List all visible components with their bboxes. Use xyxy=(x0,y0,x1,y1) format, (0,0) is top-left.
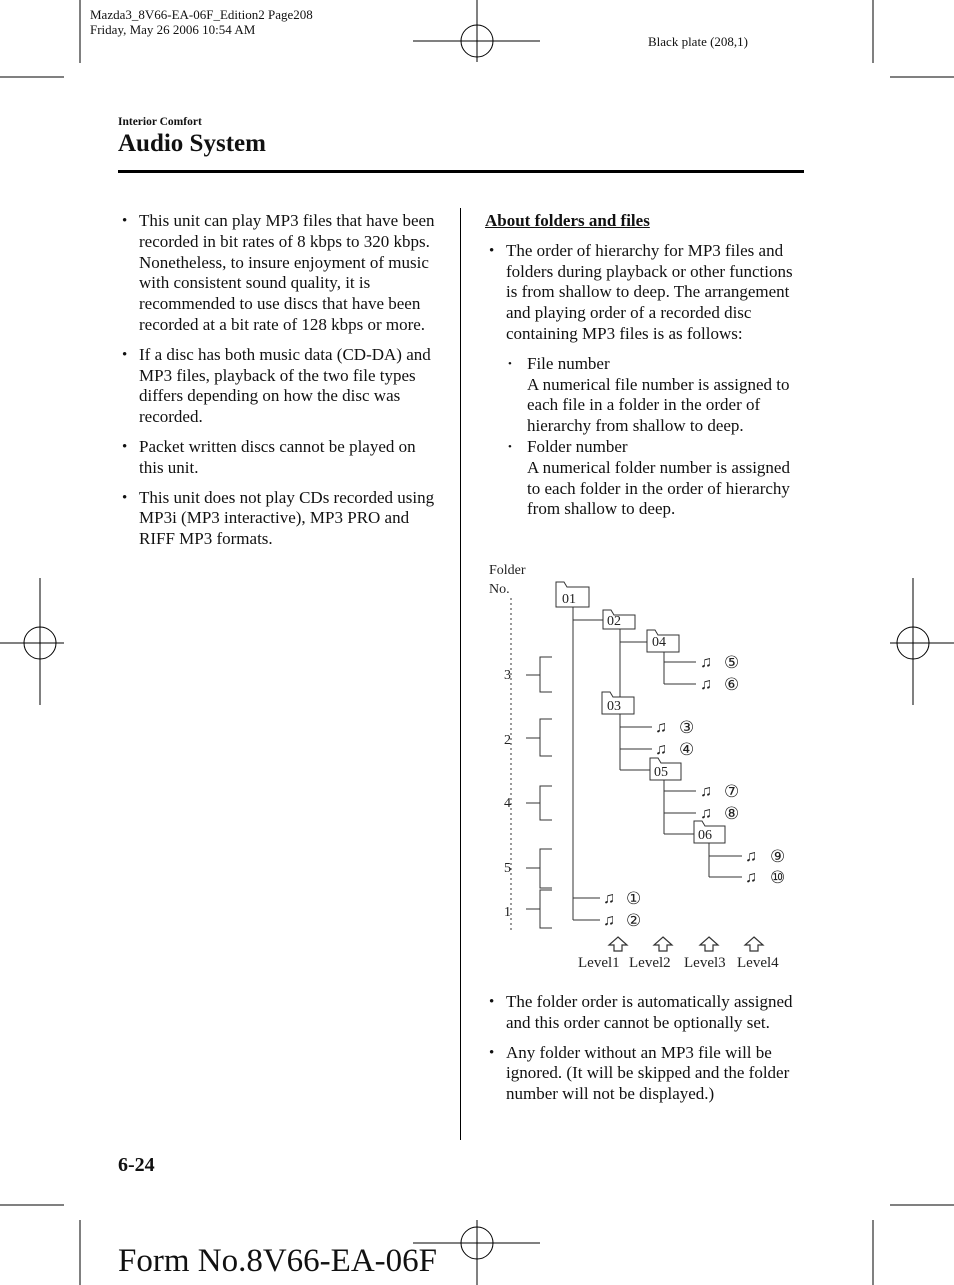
music-note-icon: ♫ xyxy=(745,869,757,886)
page-title: Audio System xyxy=(118,130,266,157)
music-note-icon: ♫ xyxy=(655,719,667,736)
folder-label: 06 xyxy=(698,828,712,843)
folder-label: 02 xyxy=(607,614,621,629)
file-number: ⑤ xyxy=(724,653,740,672)
music-note-icon: ♫ xyxy=(603,890,615,907)
file-number: ④ xyxy=(679,740,695,759)
right-column-bottom xyxy=(485,992,807,1114)
folder-label: 05 xyxy=(654,765,668,780)
page-number: 6-24 xyxy=(118,1154,155,1176)
axis-label-no: No. xyxy=(489,582,510,597)
folder-hierarchy-diagram xyxy=(480,555,810,980)
sub-item-term: • Folder number xyxy=(527,436,628,456)
bullet-folder-order: • The folder order is automatically assigned and this order cannot be optionally set. xyxy=(485,992,807,1034)
plate-label: Black plate (208,1) xyxy=(648,34,748,49)
folder-number-label: 5 xyxy=(504,861,511,876)
axis-label-folder: Folder xyxy=(489,563,526,578)
music-note-icon: ♫ xyxy=(700,783,712,800)
bullet-packet-written: • Packet written discs cannot be played on this unit. xyxy=(118,437,440,479)
level-label: Level1 xyxy=(578,955,620,971)
folder-label: 03 xyxy=(607,699,621,714)
sub-item-file-number xyxy=(506,354,807,437)
bullet-hierarchy: • The order of hierarchy for MP3 files and folders during playback or other functions is from shallow to deep. The arrangement and playing order of a recorded disc containing MP3 files is as follows: xyxy=(485,241,807,345)
bullet-mixed-disc: • If a disc has both music data (CD-DA) and MP3 files, playback of the two file types differs depending on how the disc was recorded. xyxy=(118,345,440,428)
folder-label: 01 xyxy=(562,592,576,607)
subheading-folders-files: About folders and files xyxy=(485,211,650,230)
right-column-top xyxy=(485,211,807,520)
file-number: ③ xyxy=(679,718,695,737)
file-number: ⑦ xyxy=(724,782,740,801)
left-column xyxy=(118,211,440,559)
doc-info-line-1: Mazda3_8V66-EA-06F_Edition2 Page208 xyxy=(90,7,313,22)
music-note-icon: ♫ xyxy=(700,805,712,822)
music-note-icon: ♫ xyxy=(655,741,667,758)
music-note-icon: ♫ xyxy=(700,654,712,671)
section-label: Interior Comfort xyxy=(118,116,202,128)
music-note-icon: ♫ xyxy=(700,676,712,693)
sub-item-term: • File number xyxy=(527,353,610,373)
bullet-bit-rates: • This unit can play MP3 files that have been recorded in bit rates of 8 kbps to 320 kbps. Nonetheless, to insure enjoyment of music with consistent sound quality, it is recommended to use discs that have been recorded at a bit rate of 128 kbps or more. xyxy=(118,211,440,336)
sub-item-desc: A numerical file number is assigned to each file in a folder in the order of hierarchy from shallow to deep. xyxy=(527,374,790,436)
column-divider xyxy=(460,208,461,1140)
music-note-icon: ♫ xyxy=(745,848,757,865)
file-number: ⑨ xyxy=(770,847,786,866)
sub-item-folder-number xyxy=(506,437,807,520)
level-label: Level3 xyxy=(684,955,726,971)
bullet-empty-folder: • Any folder without an MP3 file will be ignored. (It will be skipped and the folder number will not be displayed.) xyxy=(485,1043,807,1105)
folder-label: 04 xyxy=(652,635,666,650)
music-note-icon: ♫ xyxy=(603,912,615,929)
title-rule xyxy=(118,170,804,173)
sub-item-desc: A numerical folder number is assigned to each folder in the order of hierarchy from shallow to deep. xyxy=(527,457,790,519)
folder-number-label: 3 xyxy=(504,668,511,683)
file-number: ⑧ xyxy=(724,804,740,823)
file-number: ⑥ xyxy=(724,675,740,694)
doc-info-line-2: Friday, May 26 2006 10:54 AM xyxy=(90,22,256,37)
folder-number-label: 1 xyxy=(504,905,511,920)
folder-number-label: 2 xyxy=(504,733,511,748)
level-label: Level4 xyxy=(737,955,779,971)
file-number: ① xyxy=(626,889,642,908)
file-number: ② xyxy=(626,911,642,930)
folder-number-label: 4 xyxy=(504,796,511,811)
form-number: Form No.8V66-EA-06F xyxy=(118,1243,437,1279)
bullet-unsupported-formats: • This unit does not play CDs recorded using MP3i (MP3 interactive), MP3 PRO and RIFF MP3 formats. xyxy=(118,488,440,550)
file-number: ⑩ xyxy=(770,868,786,887)
level-label: Level2 xyxy=(629,955,671,971)
